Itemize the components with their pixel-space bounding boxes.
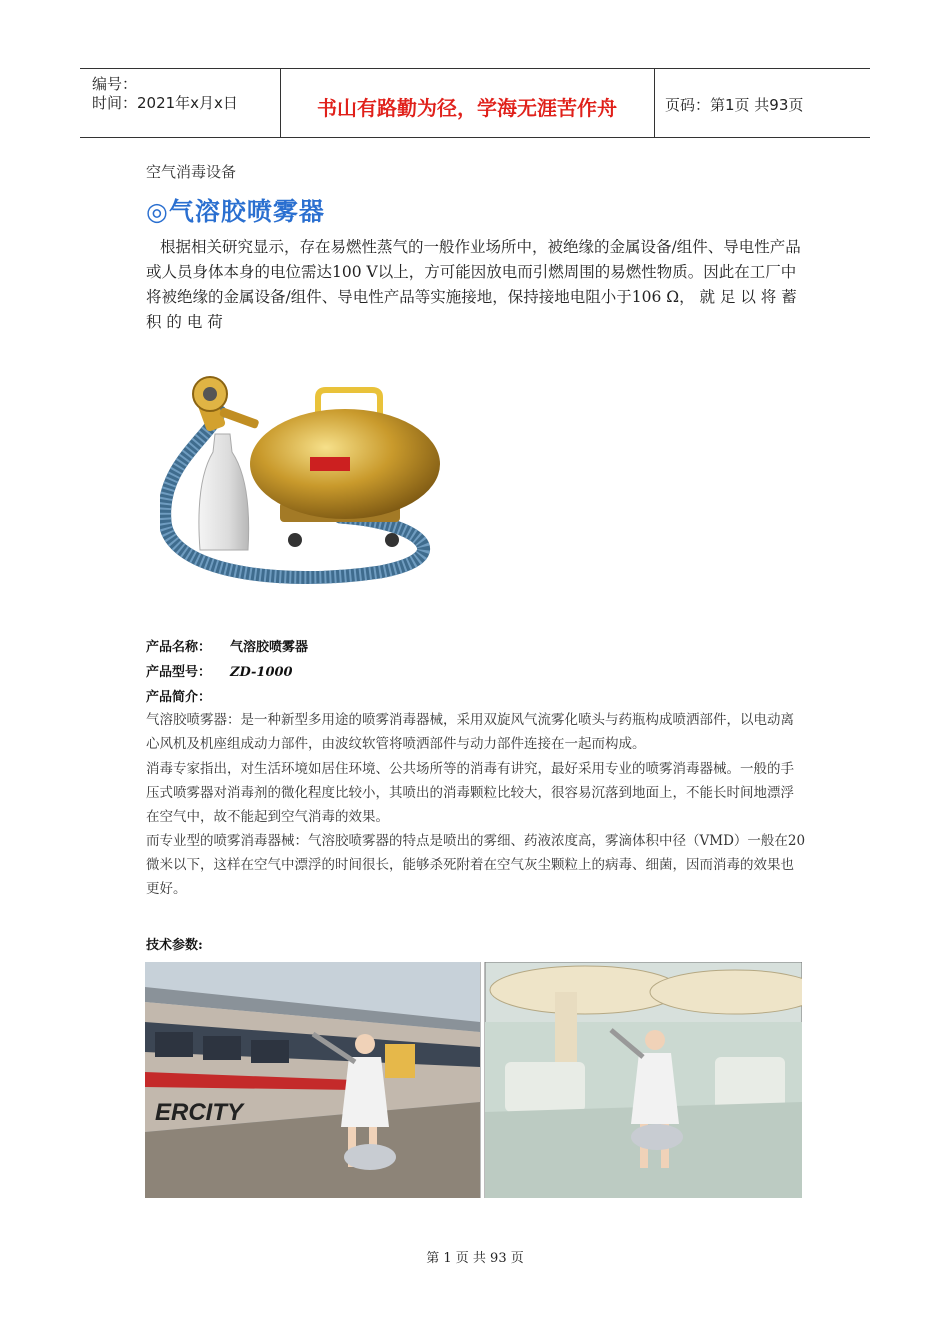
description-paragraph-3: 而专业型的喷雾消毒器械：气溶胶喷雾器的特点是喷出的雾细、药液浓度高，雾滴体积中径（VMD）一般在20微米以下，这样在空气中漂浮的时间很长，能够杀死附着在空气灰尘颗粒上的病毒、细菌，因而消毒的效果也更好。	[146, 833, 806, 897]
page-indicator: 页码：第1页 共93页	[665, 96, 804, 114]
photo-lounge	[485, 962, 802, 1198]
description-paragraph-2: 消毒专家指出，对生活环境如居住环境、公共场所等的消毒有讲究，最好采用专业的喷雾消毒器械。一般的手压式喷雾器对消毒剂的微化程度比较小，其喷出的消毒颗粒比较大，很容易沉落到地面上，不能长时间地漂浮在空气中，故不能起到空气消毒的效果。	[146, 761, 794, 825]
header-page-cell	[655, 69, 870, 137]
section-title: 空气消毒设备	[146, 163, 237, 181]
product-name-label: 产品名称：	[146, 640, 212, 655]
product-name-value: 气溶胶喷雾器	[230, 640, 309, 655]
usage-photos	[145, 962, 802, 1198]
header-motto-cell	[280, 69, 655, 137]
motto-text: 书山有路勤为径，学海无涯苦作舟	[317, 96, 617, 120]
document-time: 时间：2021年x月x日	[92, 94, 238, 112]
product-model-label: 产品型号：	[146, 665, 212, 680]
sprayer-product-image	[160, 372, 460, 587]
page-footer: 第 1 页 共 93 页	[426, 1251, 524, 1266]
intro-paragraph: 根据相关研究显示，存在易燃性蒸气的一般作业场所中，被绝缘的金属设备/组件、导电性产品或人员身体本身的电位需达100 V以上，方可能因放电而引燃周围的易燃性物质。因此在工厂中将被绝缘的金属设备/组件、导电性产品等实施接地，保持接地电阻小于106 Ω， 就 足 以 将 蓄 积 的 电 荷	[146, 238, 801, 331]
product-intro-label: 产品简介：	[146, 690, 212, 705]
photo-train-platform	[145, 962, 480, 1198]
product-model-value: ZD-1000	[230, 665, 293, 680]
tech-params-label: 技术参数:	[146, 938, 203, 953]
product-name-row	[146, 636, 308, 655]
page-header	[80, 68, 870, 138]
document-number: 编号：	[92, 75, 138, 93]
description-paragraph-1: 气溶胶喷雾器：是一种新型多用途的喷雾消毒器械，采用双旋风气流雾化喷头与药瓶构成喷洒部件，以电动离心风机及机座组成动力部件，由波纹软管将喷洒部件与动力部件连接在一起而构成。	[146, 712, 794, 752]
header-meta-cell	[80, 69, 281, 137]
product-title: ◎气溶胶喷雾器	[146, 197, 325, 226]
product-model-row	[146, 661, 293, 680]
train-livery-text: ERCITY	[155, 1099, 244, 1126]
